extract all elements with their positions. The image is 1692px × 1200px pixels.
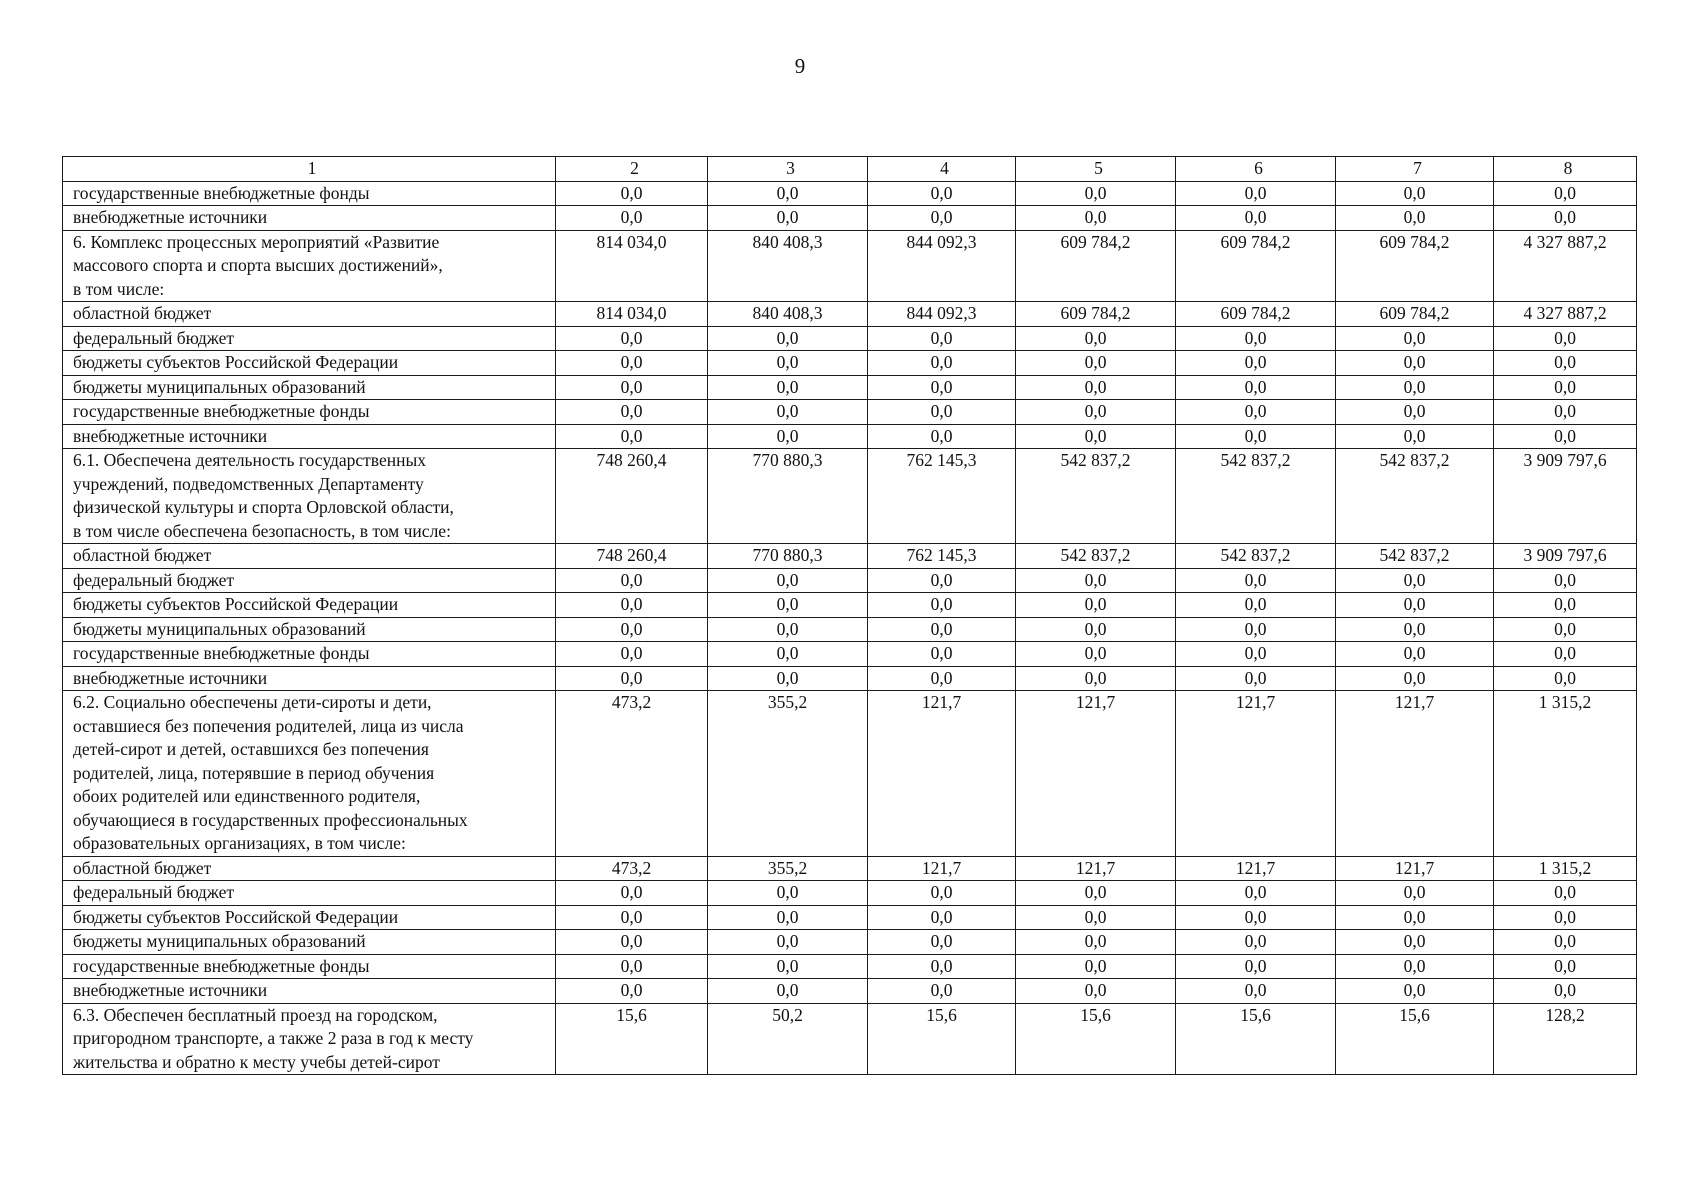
value-cell-col-3: 770 880,3: [708, 449, 868, 544]
value-cell-col-5: 542 837,2: [1016, 449, 1176, 544]
value-cell-col-2: 0,0: [556, 593, 708, 618]
table-row: [63, 666, 1637, 691]
value-cell-col-3: 0,0: [708, 905, 868, 930]
table-row: [63, 881, 1637, 906]
value-cell-col-7: 0,0: [1336, 351, 1494, 376]
value-cell-col-5: 0,0: [1016, 351, 1176, 376]
value-cell-col-8: 0,0: [1494, 666, 1637, 691]
value-cell-col-6: 0,0: [1176, 617, 1336, 642]
value-cell-col-4: 0,0: [868, 954, 1016, 979]
value-cell-col-4: 0,0: [868, 181, 1016, 206]
column-number-8: 8: [1494, 157, 1637, 182]
value-cell-col-8: 0,0: [1494, 400, 1637, 425]
value-cell-col-3: 0,0: [708, 568, 868, 593]
value-cell-col-5: 609 784,2: [1016, 302, 1176, 327]
value-cell-col-3: 0,0: [708, 351, 868, 376]
value-cell-col-2: 0,0: [556, 666, 708, 691]
value-cell-col-6: 121,7: [1176, 856, 1336, 881]
table-row: [63, 568, 1637, 593]
row-label: внебюджетные источники: [63, 666, 556, 691]
row-label: федеральный бюджет: [63, 568, 556, 593]
value-cell-col-8: 0,0: [1494, 375, 1637, 400]
table-row: [63, 1003, 1637, 1075]
value-cell-col-4: 0,0: [868, 424, 1016, 449]
value-cell-col-7: 0,0: [1336, 617, 1494, 642]
value-cell-col-4: 762 145,3: [868, 449, 1016, 544]
value-cell-col-7: 0,0: [1336, 400, 1494, 425]
value-cell-col-2: 0,0: [556, 375, 708, 400]
value-cell-col-6: 0,0: [1176, 642, 1336, 667]
value-cell-col-4: 0,0: [868, 351, 1016, 376]
value-cell-col-4: 844 092,3: [868, 230, 1016, 302]
table-row: [63, 617, 1637, 642]
value-cell-col-6: 0,0: [1176, 979, 1336, 1004]
value-cell-col-8: 0,0: [1494, 593, 1637, 618]
value-cell-col-7: 15,6: [1336, 1003, 1494, 1075]
value-cell-col-8: 0,0: [1494, 905, 1637, 930]
value-cell-col-4: 15,6: [868, 1003, 1016, 1075]
value-cell-col-6: 0,0: [1176, 568, 1336, 593]
value-cell-col-7: 609 784,2: [1336, 230, 1494, 302]
row-label: бюджеты муниципальных образований: [63, 617, 556, 642]
value-cell-col-7: 0,0: [1336, 881, 1494, 906]
table-row: [63, 642, 1637, 667]
table-row: [63, 400, 1637, 425]
value-cell-col-2: 814 034,0: [556, 302, 708, 327]
value-cell-col-7: 121,7: [1336, 856, 1494, 881]
value-cell-col-3: 0,0: [708, 375, 868, 400]
value-cell-col-4: 0,0: [868, 642, 1016, 667]
value-cell-col-3: 770 880,3: [708, 544, 868, 569]
value-cell-col-2: 0,0: [556, 905, 708, 930]
table-row: [63, 979, 1637, 1004]
row-label: областной бюджет: [63, 856, 556, 881]
row-label: государственные внебюджетные фонды: [63, 400, 556, 425]
value-cell-col-8: 0,0: [1494, 642, 1637, 667]
value-cell-col-5: 0,0: [1016, 617, 1176, 642]
value-cell-col-6: 609 784,2: [1176, 230, 1336, 302]
value-cell-col-4: 0,0: [868, 568, 1016, 593]
value-cell-col-7: 0,0: [1336, 954, 1494, 979]
value-cell-col-8: 0,0: [1494, 930, 1637, 955]
value-cell-col-2: 0,0: [556, 930, 708, 955]
value-cell-col-5: 0,0: [1016, 568, 1176, 593]
value-cell-col-6: 542 837,2: [1176, 449, 1336, 544]
value-cell-col-7: 542 837,2: [1336, 544, 1494, 569]
value-cell-col-3: 355,2: [708, 856, 868, 881]
value-cell-col-8: 0,0: [1494, 979, 1637, 1004]
value-cell-col-7: 609 784,2: [1336, 302, 1494, 327]
value-cell-col-3: 50,2: [708, 1003, 868, 1075]
value-cell-col-2: 0,0: [556, 979, 708, 1004]
value-cell-col-4: 0,0: [868, 905, 1016, 930]
value-cell-col-2: 0,0: [556, 642, 708, 667]
value-cell-col-6: 542 837,2: [1176, 544, 1336, 569]
value-cell-col-8: 0,0: [1494, 617, 1637, 642]
value-cell-col-3: 0,0: [708, 930, 868, 955]
value-cell-col-2: 748 260,4: [556, 449, 708, 544]
value-cell-col-8: 0,0: [1494, 181, 1637, 206]
value-cell-col-7: 0,0: [1336, 642, 1494, 667]
value-cell-col-2: 0,0: [556, 881, 708, 906]
table-row: [63, 544, 1637, 569]
row-label: бюджеты муниципальных образований: [63, 375, 556, 400]
value-cell-col-8: 128,2: [1494, 1003, 1637, 1075]
table-row: [63, 691, 1637, 857]
value-cell-col-8: 3 909 797,6: [1494, 449, 1637, 544]
value-cell-col-7: 0,0: [1336, 593, 1494, 618]
row-label: внебюджетные источники: [63, 979, 556, 1004]
table-row: [63, 351, 1637, 376]
value-cell-col-6: 15,6: [1176, 1003, 1336, 1075]
value-cell-col-5: 0,0: [1016, 400, 1176, 425]
value-cell-col-6: 0,0: [1176, 593, 1336, 618]
value-cell-col-3: 0,0: [708, 593, 868, 618]
value-cell-col-2: 0,0: [556, 351, 708, 376]
table-row: [63, 206, 1637, 231]
value-cell-col-7: 0,0: [1336, 206, 1494, 231]
value-cell-col-8: 1 315,2: [1494, 856, 1637, 881]
row-label: областной бюджет: [63, 544, 556, 569]
table-row: [63, 302, 1637, 327]
value-cell-col-2: 814 034,0: [556, 230, 708, 302]
row-label: бюджеты муниципальных образований: [63, 930, 556, 955]
row-label: 6.1. Обеспечена деятельность государственных учреждений, подведомственных Департаменту физической культуры и спорта Орловской области, в том числе обеспечена безопасность, в том числе:: [63, 449, 556, 544]
row-label: государственные внебюджетные фонды: [63, 642, 556, 667]
value-cell-col-8: 0,0: [1494, 881, 1637, 906]
value-cell-col-4: 0,0: [868, 617, 1016, 642]
value-cell-col-4: 0,0: [868, 979, 1016, 1004]
value-cell-col-2: 0,0: [556, 568, 708, 593]
column-number-1: 1: [63, 157, 556, 182]
row-label: бюджеты субъектов Российской Федерации: [63, 351, 556, 376]
value-cell-col-5: 15,6: [1016, 1003, 1176, 1075]
value-cell-col-5: 0,0: [1016, 206, 1176, 231]
value-cell-col-8: 0,0: [1494, 351, 1637, 376]
value-cell-col-7: 542 837,2: [1336, 449, 1494, 544]
column-number-5: 5: [1016, 157, 1176, 182]
value-cell-col-8: 1 315,2: [1494, 691, 1637, 857]
value-cell-col-3: 0,0: [708, 424, 868, 449]
table-body: [63, 157, 1637, 1075]
row-label: федеральный бюджет: [63, 881, 556, 906]
value-cell-col-4: 0,0: [868, 881, 1016, 906]
value-cell-col-6: 0,0: [1176, 954, 1336, 979]
value-cell-col-5: 0,0: [1016, 930, 1176, 955]
value-cell-col-4: 0,0: [868, 930, 1016, 955]
row-label: федеральный бюджет: [63, 326, 556, 351]
row-label: внебюджетные источники: [63, 424, 556, 449]
value-cell-col-5: 0,0: [1016, 375, 1176, 400]
value-cell-col-6: 609 784,2: [1176, 302, 1336, 327]
value-cell-col-5: 0,0: [1016, 954, 1176, 979]
value-cell-col-2: 0,0: [556, 424, 708, 449]
value-cell-col-8: 0,0: [1494, 206, 1637, 231]
table-header-row: [63, 157, 1637, 182]
table-row: [63, 856, 1637, 881]
value-cell-col-3: 0,0: [708, 326, 868, 351]
table-row: [63, 424, 1637, 449]
value-cell-col-3: 0,0: [708, 642, 868, 667]
value-cell-col-6: 0,0: [1176, 666, 1336, 691]
value-cell-col-8: 0,0: [1494, 424, 1637, 449]
column-number-2: 2: [556, 157, 708, 182]
value-cell-col-6: 0,0: [1176, 881, 1336, 906]
value-cell-col-7: 0,0: [1336, 979, 1494, 1004]
value-cell-col-5: 0,0: [1016, 593, 1176, 618]
value-cell-col-3: 0,0: [708, 400, 868, 425]
value-cell-col-5: 0,0: [1016, 881, 1176, 906]
value-cell-col-5: 542 837,2: [1016, 544, 1176, 569]
value-cell-col-6: 0,0: [1176, 206, 1336, 231]
value-cell-col-5: 0,0: [1016, 424, 1176, 449]
table-row: [63, 375, 1637, 400]
table-row: [63, 954, 1637, 979]
table-row: [63, 181, 1637, 206]
value-cell-col-4: 844 092,3: [868, 302, 1016, 327]
value-cell-col-5: 0,0: [1016, 979, 1176, 1004]
value-cell-col-5: 0,0: [1016, 181, 1176, 206]
value-cell-col-4: 762 145,3: [868, 544, 1016, 569]
value-cell-col-6: 121,7: [1176, 691, 1336, 857]
value-cell-col-3: 0,0: [708, 881, 868, 906]
row-label: государственные внебюджетные фонды: [63, 954, 556, 979]
value-cell-col-6: 0,0: [1176, 181, 1336, 206]
budget-table: [62, 156, 1637, 1075]
value-cell-col-4: 121,7: [868, 856, 1016, 881]
table-row: [63, 326, 1637, 351]
value-cell-col-5: 121,7: [1016, 691, 1176, 857]
value-cell-col-3: 0,0: [708, 979, 868, 1004]
value-cell-col-4: 0,0: [868, 206, 1016, 231]
value-cell-col-6: 0,0: [1176, 930, 1336, 955]
value-cell-col-2: 473,2: [556, 856, 708, 881]
row-label: 6.3. Обеспечен бесплатный проезд на городском, пригородном транспорте, а также 2 раза в год к месту жительства и обратно к месту учебы детей-сирот: [63, 1003, 556, 1075]
value-cell-col-8: 3 909 797,6: [1494, 544, 1637, 569]
value-cell-col-5: 0,0: [1016, 666, 1176, 691]
value-cell-col-7: 0,0: [1336, 666, 1494, 691]
value-cell-col-6: 0,0: [1176, 351, 1336, 376]
value-cell-col-6: 0,0: [1176, 326, 1336, 351]
value-cell-col-2: 0,0: [556, 206, 708, 231]
value-cell-col-6: 0,0: [1176, 424, 1336, 449]
column-number-4: 4: [868, 157, 1016, 182]
table-row: [63, 593, 1637, 618]
value-cell-col-3: 0,0: [708, 206, 868, 231]
table-row: [63, 930, 1637, 955]
value-cell-col-7: 0,0: [1336, 326, 1494, 351]
value-cell-col-5: 0,0: [1016, 642, 1176, 667]
value-cell-col-6: 0,0: [1176, 905, 1336, 930]
value-cell-col-4: 121,7: [868, 691, 1016, 857]
value-cell-col-8: 0,0: [1494, 568, 1637, 593]
value-cell-col-3: 0,0: [708, 181, 868, 206]
value-cell-col-3: 840 408,3: [708, 230, 868, 302]
row-label: 6.2. Социально обеспечены дети-сироты и дети, оставшиеся без попечения родителей, лица из числа детей-сирот и детей, оставшихся без попечения родителей, лица, потерявшие в период обучения обоих родителей или единственного родителя, обучающиеся в государственных профессиональных образовательных организациях, в том числе:: [63, 691, 556, 857]
value-cell-col-7: 0,0: [1336, 930, 1494, 955]
value-cell-col-5: 609 784,2: [1016, 230, 1176, 302]
row-label: бюджеты субъектов Российской Федерации: [63, 593, 556, 618]
value-cell-col-6: 0,0: [1176, 400, 1336, 425]
value-cell-col-4: 0,0: [868, 593, 1016, 618]
value-cell-col-7: 0,0: [1336, 375, 1494, 400]
value-cell-col-4: 0,0: [868, 400, 1016, 425]
column-number-6: 6: [1176, 157, 1336, 182]
value-cell-col-5: 0,0: [1016, 326, 1176, 351]
value-cell-col-4: 0,0: [868, 375, 1016, 400]
value-cell-col-2: 0,0: [556, 400, 708, 425]
value-cell-col-8: 0,0: [1494, 954, 1637, 979]
value-cell-col-5: 121,7: [1016, 856, 1176, 881]
value-cell-col-3: 840 408,3: [708, 302, 868, 327]
column-number-3: 3: [708, 157, 868, 182]
value-cell-col-7: 121,7: [1336, 691, 1494, 857]
value-cell-col-2: 748 260,4: [556, 544, 708, 569]
value-cell-col-4: 0,0: [868, 666, 1016, 691]
row-label: государственные внебюджетные фонды: [63, 181, 556, 206]
value-cell-col-2: 0,0: [556, 181, 708, 206]
value-cell-col-2: 0,0: [556, 326, 708, 351]
value-cell-col-6: 0,0: [1176, 375, 1336, 400]
row-label: областной бюджет: [63, 302, 556, 327]
page-number: 9: [794, 54, 806, 78]
value-cell-col-2: 15,6: [556, 1003, 708, 1075]
value-cell-col-8: 4 327 887,2: [1494, 302, 1637, 327]
value-cell-col-7: 0,0: [1336, 568, 1494, 593]
table-row: [63, 449, 1637, 544]
table-row: [63, 905, 1637, 930]
value-cell-col-5: 0,0: [1016, 905, 1176, 930]
row-label: внебюджетные источники: [63, 206, 556, 231]
value-cell-col-3: 0,0: [708, 617, 868, 642]
value-cell-col-2: 0,0: [556, 954, 708, 979]
row-label: бюджеты субъектов Российской Федерации: [63, 905, 556, 930]
row-label: 6. Комплекс процессных мероприятий «Развитие массового спорта и спорта высших достижений», в том числе:: [63, 230, 556, 302]
value-cell-col-3: 0,0: [708, 954, 868, 979]
value-cell-col-3: 355,2: [708, 691, 868, 857]
value-cell-col-7: 0,0: [1336, 181, 1494, 206]
value-cell-col-8: 0,0: [1494, 326, 1637, 351]
column-number-7: 7: [1336, 157, 1494, 182]
table-row: [63, 230, 1637, 302]
value-cell-col-2: 0,0: [556, 617, 708, 642]
value-cell-col-2: 473,2: [556, 691, 708, 857]
value-cell-col-8: 4 327 887,2: [1494, 230, 1637, 302]
value-cell-col-3: 0,0: [708, 666, 868, 691]
value-cell-col-4: 0,0: [868, 326, 1016, 351]
value-cell-col-7: 0,0: [1336, 424, 1494, 449]
value-cell-col-7: 0,0: [1336, 905, 1494, 930]
